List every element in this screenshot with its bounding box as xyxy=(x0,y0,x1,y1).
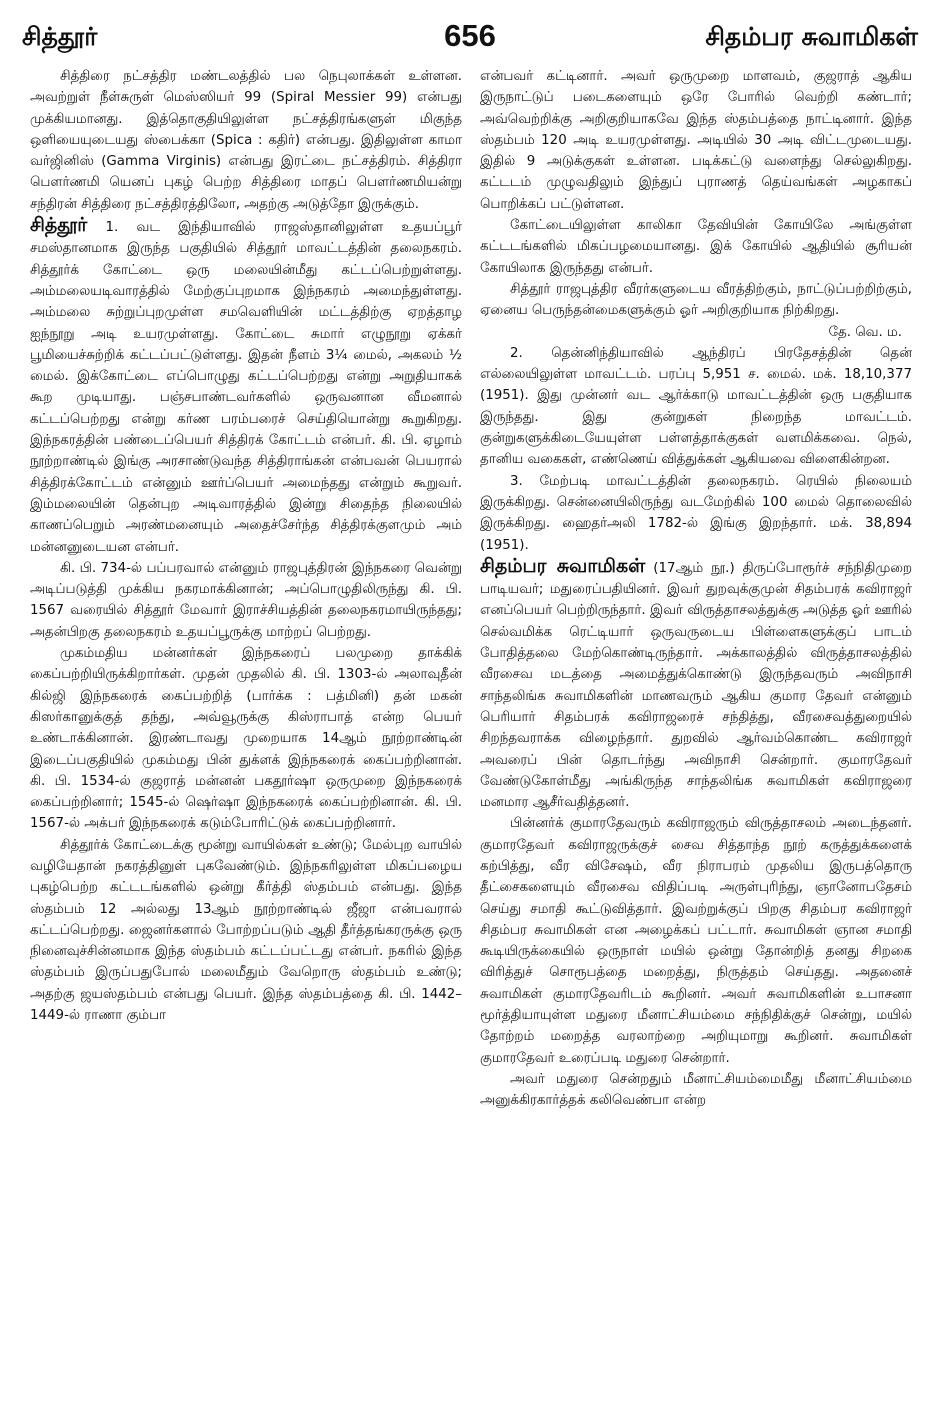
paragraph: கோட்டையிலுள்ள காலிகா தேவியின் கோயிலே அங்குள்ள கட்டடங்களில் மிகப்பழமையானது. இக் கோயில் ஆதியில் சூரியன் கோயிலாக இருந்தது என்பர். xyxy=(480,218,912,276)
paragraph-text: 1. வட இந்தியாவில் ராஜஸ்தானிலுள்ள உதயப்பூர் சமஸ்தானமாக இருந்த பகுதியில் சித்தூர் மாவட்டத்தின் தலைநகரம். சித்தூர்க் கோட்டை ஒரு மலையின்மீது கட்டப்பெற்றுள்ளது. அம்மலையடிவாரத்தில் மேற்குப்புறமாக இந்நகரம் அமைந்துள்ளது. அம்மலை சுற்றுப்புறமுள்ள சமவெளியின் மட்டத்திற்கு ஏறத்தாழ ஐந்நூறு அடி உயரமுள்ளது. கோட்டை சுமார் எழுநூறு ஏக்கர் பூமியைச்சுற்றிக் கட்டப்பட்டுள்ளது. இதன் நீளம் 3¼ மைல், அகலம் ½ மைல். இக்கோட்டை எப்பொழுது கட்டப்பெற்றது என்று அறுதியாகக் கூற முடியாது. பஞ்சபாண்டவர்களில் ஒருவனான வீமனால் கட்டப்பெற்றது என்று கர்ண பரம்பரைச் செய்தியொன்று கூறுகிறது. இந்நகரத்தின் பண்டைப்பெயர் சித்திரக் கோட்டம் என்பர். கி. பி. ஏழாம் நூற்றாண்டில் இங்கு அரசாண்டுவந்த சித்திராங்கன் என்பவன் பெயரால் சித்திரக்கோட்டம் என்னும் ஊர்ப்பெயர் அமைந்தது என்றும் கூறுவர். இம்மலையின் தென்புற அடிவாரத்தில் இன்று சிதைந்த நிலையில் காணப்பெறும் அரண்மனையும் அதைச்சேர்ந்த சித்திரக்குளமும் அம் மன்னனுடையன என்பர். xyxy=(30,220,462,555)
right-column xyxy=(480,66,912,1112)
paragraph: சித்திரை நட்சத்திர மண்டலத்தில் பல நெபுலாக்கள் உள்ளன. அவற்றுள் நீள்சுருள் மெஸ்ஸியர் 99 (Spiral Messier 99) என்பது முக்கியமானது. இத்தொகுதியிலுள்ள நட்சத்திரங்களுள் மிகுந்த ஒளியையுடையது ஸ்பைக்கா (Spica : கதிர்) என்பது. இதிலுள்ள காமா வர்ஜினிஸ் (Gamma Virginis) என்பது இரட்டை நட்சத்திரம். சித்திரா பௌர்ணமி யெனப் புகழ் பெற்ற சித்திரை மாதப் பௌர்ணமியன்று சந்திரன் சித்திரை நட்சத்திரத்திலோ, அதற்கு அடுத்தோ இருக்கும். xyxy=(30,69,462,212)
page-number: 656 xyxy=(444,18,496,53)
paragraph-text: (17ஆம் நூ.) திருப்போரூர்ச் சந்நிதிமுறை பாடியவர்; மதுரைப்பதியினர். இவர் துறவுக்குமுன் சிதம்பரக் கவிராஜர் எனப்பெயர் பெற்றிருந்தார். இவர் விருத்தாசலத்துக்கு அடுத்த ஓர் ஊரில் செல்வமிக்க ரெட்டியார் ஒருவருடைய பிள்ளைகளுக்குப் பாடம் போதித்தலை மேற்கொண்டிருந்தார். அக்காலத்தில் விருத்தாசலத்தில் வீரசைவ மடத்தை அமைத்துக்கொண்டு இருந்தவரும் அவிநாசி சாந்தலிங்க சுவாமிகளின் மாணவரும் ஆகிய குமார தேவர் என்னும் பெரியார் சிதம்பரக் கவிராஜரைச் சந்தித்து, வீரசைவத்துறையில் சிறந்தவராக்க விழைந்தார். துறவில் ஆர்வம்கொண்ட கவிராஜர் அவரைப் பின் தொடர்ந்து அவிநாசி சென்றார். குமாரதேவர் வேண்டுகோள்மீது அங்கிருந்த சாந்தலிங்க சுவாமிகள் கவிராஜரை மனமார ஆசீர்வதித்தனர். xyxy=(480,560,913,811)
entry-paragraph xyxy=(480,556,912,814)
left-column xyxy=(30,66,462,1026)
entry-paragraph xyxy=(30,215,462,558)
paragraph: சித்தூர்க் கோட்டைக்கு மூன்று வாயில்கள் உண்டு; மேல்புற வாயில் வழியேதான் நகரத்தினுள் புகவேண்டும். இந்நகரிலுள்ள மிகப்பழைய புகழ்பெற்ற கட்டடங்களில் ஒன்று கீர்த்தி ஸ்தம்பம் என்பது. இந்த ஸ்தம்பம் 12 அல்லது 13ஆம் நூற்றாண்டில் ஜீஜா என்பவரால் கட்டப்பெற்றது. ஜைனர்களால் போற்றப்படும் ஆதி தீர்த்தங்கரருக்கு ஒரு நினைவுச்சின்னமாக இந்த ஸ்தம்பம் கட்டப்பட்டது என்பர். நகரில் இந்த ஸ்தம்பம் இருப்பதுபோல் மலைமீதும் வேறொரு ஸ்தம்பம் உண்டு; அதற்கு ஜயஸ்தம்பம் என்பது பெயர். இந்த ஸ்தம்பத்தை கி. பி. 1442–1449-ல் ராணா கும்பா xyxy=(30,837,462,1024)
paragraph: சித்தூர் ராஜபுத்திர வீரர்களுடைய வீரத்திற்கும், நாட்டுப்பற்றிற்கும், ஏனைய பெருந்தன்மைகளுக்கும் ஓர் அறிகுறியாக நிற்கிறது. xyxy=(480,281,912,319)
entry-headword-chidambara: சிதம்பர சுவாமிகள் xyxy=(480,554,646,577)
paragraph: 2. தென்னிந்தியாவில் ஆந்திரப் பிரதேசத்தின் தென் எல்லையிலுள்ள மாவட்டம். பரப்பு 5,951 ச. மைல். மக். 18,10,377 (1951). இது முன்னர் வட ஆர்க்காடு மாவட்டத்தின் ஒரு பகுதியாக இருந்தது. இது குன்றுகள் நிறைந்த மாவட்டம். குன்றுகளுக்கிடையேயுள்ள பள்ளத்தாக்குகள் வளமிக்கவை. நெல், தானிய வகைகள், எண்ணெய் வித்துக்கள் ஆகியவை விளைகின்றன. xyxy=(480,345,912,468)
page-header xyxy=(22,18,918,62)
running-head-left: சித்தூர் xyxy=(22,22,98,51)
running-head-right: சிதம்பர சுவாமிகள் xyxy=(705,22,918,51)
paragraph: பின்னர்க் குமாரதேவரும் கவிராஜரும் விருத்தாசலம் அடைந்தனர். குமாரதேவர் கவிராஜருக்குச் சைவ சித்தாந்த நூற் கருத்துக்களைக் கற்பித்து, வீர விசேஷம், வீர நிராபரம் முதலிய இருபத்தொரு தீட்சைகளையும் வீரசைவ விதிப்படி அருள்புரிந்து, ஞானோபதேசம் செய்து சமாதி கூட்டுவித்தார். இவற்றுக்குப் பிறகு சிதம்பர கவிராஜர் சிதம்பர சுவாமிகள் என அழைக்கப் பட்டார். சுவாமிகள் ஞான சமாதி கூடியிருக்கையில் ஒருநாள் மயில் ஒன்று தோன்றித் தனது சிறகை விரித்துச் சொரூபத்தை மறைத்து, நிருத்தம் செய்தது. அதனைச் சுவாமிகள் குமாரதேவரிடம் கூறினர். அவர் சுவாமிகளின் உபாசனா மூர்த்தியாயுள்ள மதுரை மீனாட்சியம்மை சந்நிதிக்குச் சென்று, மயில் தோற்றம் மறைத்த வரலாற்றை அறியுமாறு கூறினர். சுவாமிகள் குமாரதேவர் உரைப்படி மதுரை சென்றார். xyxy=(480,816,912,1066)
paragraph: 3. மேற்படி மாவட்டத்தின் தலைநகரம். ரெயில் நிலையம் இருக்கிறது. சென்னையிலிருந்து வடமேற்கில் 100 மைல் தொலைவில் இருக்கிறது. ஹைதர்அலி 1782-ல் இங்கு இறந்தார். மக். 38,894 (1951). xyxy=(480,473,912,553)
author-initials: தே. வெ. ம. xyxy=(828,324,902,340)
entry-headword-chittoor: சித்தூர் xyxy=(30,214,88,237)
paragraph: முகம்மதிய மன்னர்கள் இந்நகரைப் பலமுறை தாக்கிக் கைப்பற்றியிருக்கிறார்கள். முதன் முதலில் கி. பி. 1303-ல் அலாவுதீன் கில்ஜி இந்நகரைக் கைப்பற்றித் (பார்க்க : பத்மினி) தன் மகன் கிஸர்கானுக்குத் தந்து, அவ்வூருக்கு கிஸ்ராபாத் என்ற பெயர் உண்டாக்கினான். இரண்டாவது முறையாக 14ஆம் நூற்றாண்டின் இடைப்பகுதியில் முகம்மது பின் துக்ளக் இந்நகரைக் கைப்பற்றினான். கி. பி. 1534-ல் குஜராத் மன்னன் பகதூர்ஷா ஒருமுறை இந்நகரைக் கைப்பற்றினார்; 1545-ல் ஷெர்ஷா இந்நகரைக் கைப்பற்றினான். கி. பி. 1567-ல் அக்பர் இந்நகரைக் கடும்போரிட்டுக் கைப்பற்றினார். xyxy=(30,646,462,832)
paragraph: என்பவர் கட்டினார். அவர் ஒருமுறை மாளவம், குஜராத் ஆகிய இருநாட்டுப் படைகளையும் ஒரே போரில் வெற்றி கண்டார்; அவ்வெற்றிக்கு அறிகுறியாகவே இந்த ஸ்தம்பத்தை நாட்டினார். இந்த ஸ்தம்பம் 120 அடி உயரமுள்ளது. அடியில் 30 அடி விட்டமுடையது. இதில் 9 அடுக்குகள் உள்ளன. படிக்கட்டு வளைந்து செல்லுகிறது. கட்டடம் முழுவதிலும் இந்துப் புராணத் தெய்வங்கள் அழகாகப் பொறிக்கப் பட்டுள்ளன. xyxy=(480,69,912,212)
paragraph: கி. பி. 734-ல் பப்பரவால் என்னும் ராஜபுத்திரன் இந்நகரை வென்று அடிப்படுத்தி முக்கிய நகரமாக்கினான்; அப்பொழுதிலிருந்து கி. பி. 1567 வரையில் சித்தூர் மேவார் இராச்சியத்தின் தலைநகரமாயிருந்தது; அதன்பிறகு தலைநகரம் உதயப்பூருக்கு மாற்றப் பெற்றது. xyxy=(30,560,462,640)
paragraph: அவர் மதுரை சென்றதும் மீனாட்சியம்மைமீது மீனாட்சியம்மை அனுக்கிரகார்த்தக் கலிவெண்பா என்ற xyxy=(480,1071,912,1109)
